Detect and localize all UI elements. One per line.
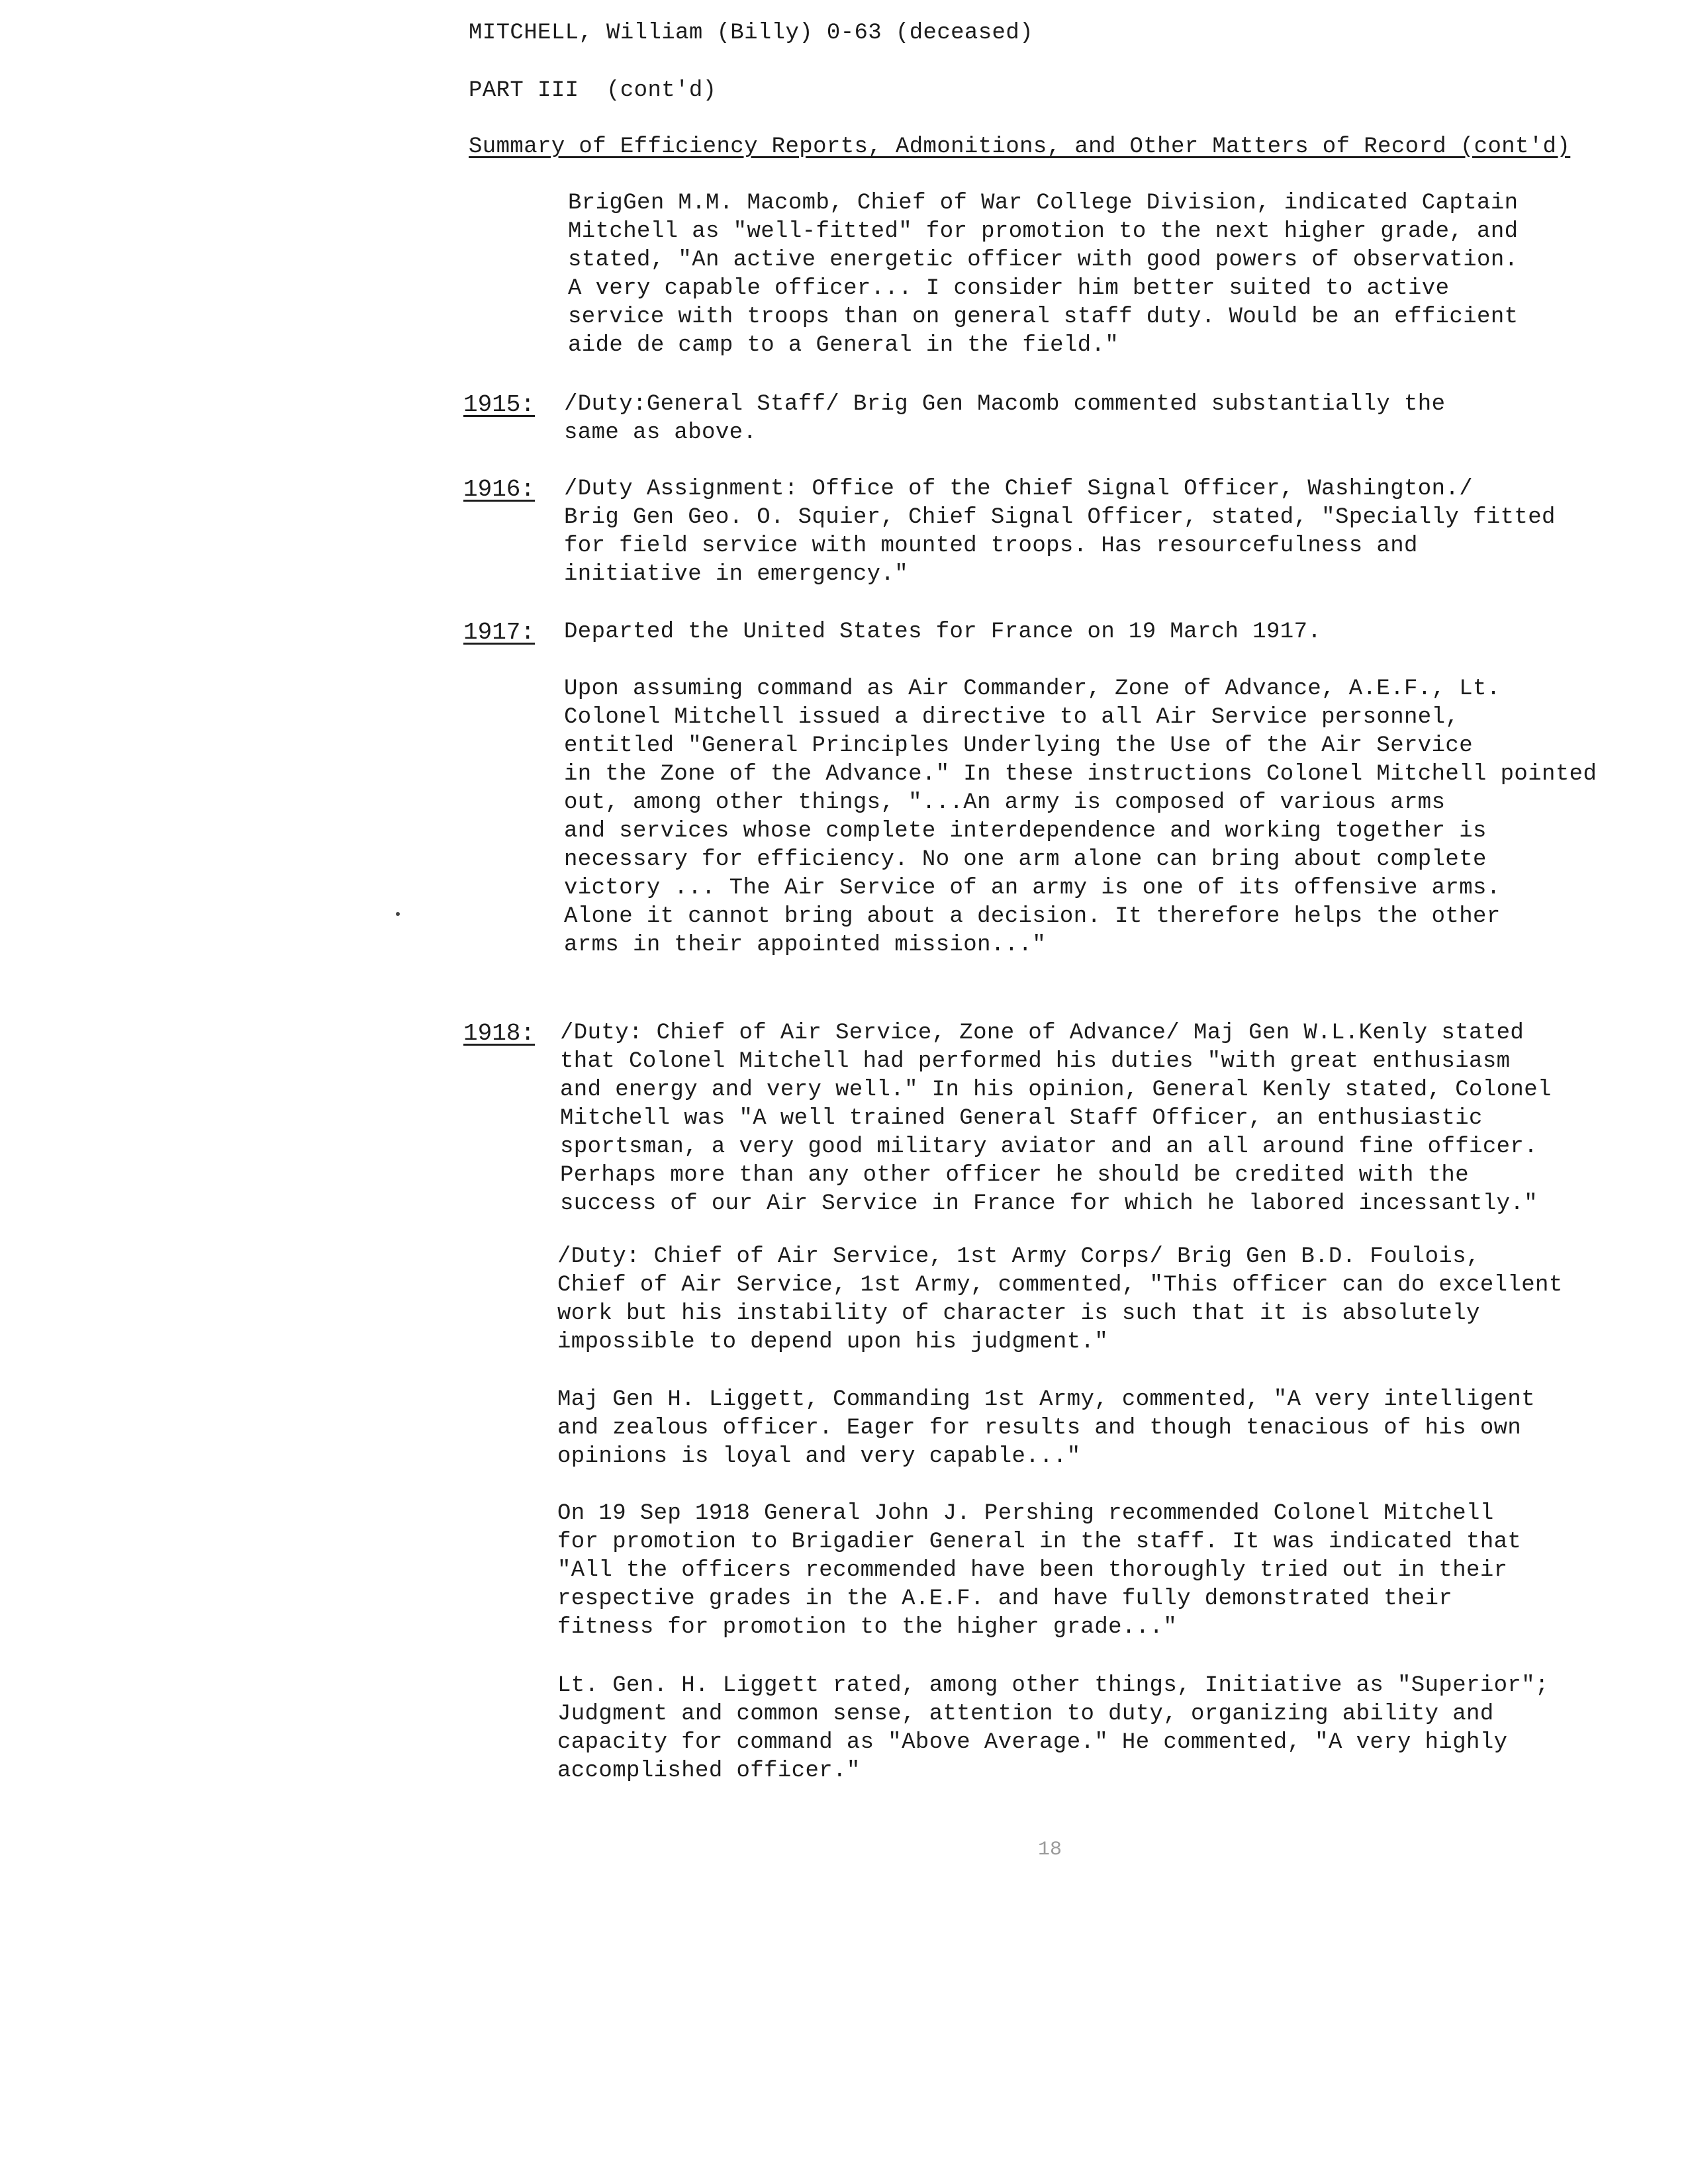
paragraph-1917-directive: Upon assuming command as Air Commander, Zone of Advance, A.E.F., Lt. Colonel Mitchell issued a directive to all Air Service personnel, entitled "General Principles Underlying the Use of the Air Service in the Zone of the Advance." In these instructions Colonel Mitchell pointed out, among other things, "...An army is composed of various arms and services whose complete interdependence and working together is necessary for efficiency. No one arm alone can bring about complete victory ... The Air Service of an army is one of its offensive arms. Alone it cannot bring about a decision. It therefore helps the other arms in their appointed mission..." [564, 676, 1597, 958]
paragraph-1915: /Duty:General Staff/ Brig Gen Macomb commented substantially the same as above. [564, 392, 1446, 445]
summary-title: Summary of Efficiency Reports, Admonitions, and Other Matters of Record (cont'd) [469, 134, 1571, 159]
page-number: 18 [1038, 1839, 1062, 1861]
record-name-line: MITCHELL, William (Billy) 0-63 (deceased) [469, 21, 1033, 46]
year-label-1915: 1915: [463, 391, 536, 418]
paragraph-1917-departure: Departed the United States for France on 19 March 1917. [564, 619, 1322, 645]
paragraph-1918-pershing: On 19 Sep 1918 General John J. Pershing recommended Colonel Mitchell for promotion to Brigadier General in the staff. It was indicated that "All the officers recommended have been thoroughly tried out in their respective grades in the A.E.F. and have fully demonstrated their fitness for promotion to the higher grade..." [557, 1501, 1522, 1640]
paragraph-1916: /Duty Assignment: Office of the Chief Signal Officer, Washington./ Brig Gen Geo. O. Squier, Chief Signal Officer, stated, "Specially fitted for field service with mounted troops. Has resourcefulness and initiative in emergency." [564, 477, 1556, 587]
paragraph-1918-kenly: /Duty: Chief of Air Service, Zone of Advance/ Maj Gen W.L.Kenly stated that Colonel Mitchell had performed his duties "with great enthusiasm and energy and very well." In his opinion, General Kenly stated, Colonel Mitchell was "A well trained General Staff Officer, an enthusiastic sportsman, a very good military aviator and an all around fine officer. Perhaps more than any other officer he should be credited with the success of our Air Service in France for which he labored incessantly." [560, 1021, 1552, 1216]
paragraph-1918-liggett-rating: Lt. Gen. H. Liggett rated, among other things, Initiative as "Superior"; Judgment and common sense, attention to duty, organizing ability and capacity for command as "Above Average." He commented, "A very highly accomplished officer." [557, 1673, 1549, 1784]
year-label-1917: 1917: [463, 619, 536, 646]
scan-speck [396, 912, 400, 916]
part-heading: PART III (cont'd) [469, 78, 717, 103]
year-label-1918: 1918: [463, 1020, 536, 1047]
paragraph-1918-foulois: /Duty: Chief of Air Service, 1st Army Corps/ Brig Gen B.D. Foulois, Chief of Air Service, 1st Army, commented, "This officer can do excellent work but his instability of character is such that it is absolutely impossible to depend upon his judgment." [557, 1244, 1563, 1355]
paragraph-1918-liggett: Maj Gen H. Liggett, Commanding 1st Army, commented, "A very intelligent and zealous officer. Eager for results and though tenacious of his own opinions is loyal and very capable..." [557, 1387, 1536, 1469]
year-label-1916: 1916: [463, 476, 536, 503]
paragraph-macomb: BrigGen M.M. Macomb, Chief of War College Division, indicated Captain Mitchell as "well-fitted" for promotion to the next higher grade, and stated, "An active energetic officer with good powers of observation. A very capable officer... I consider him better suited to active service with troops than on general staff duty. Would be an efficient aide de camp to a General in the field." [568, 191, 1519, 358]
